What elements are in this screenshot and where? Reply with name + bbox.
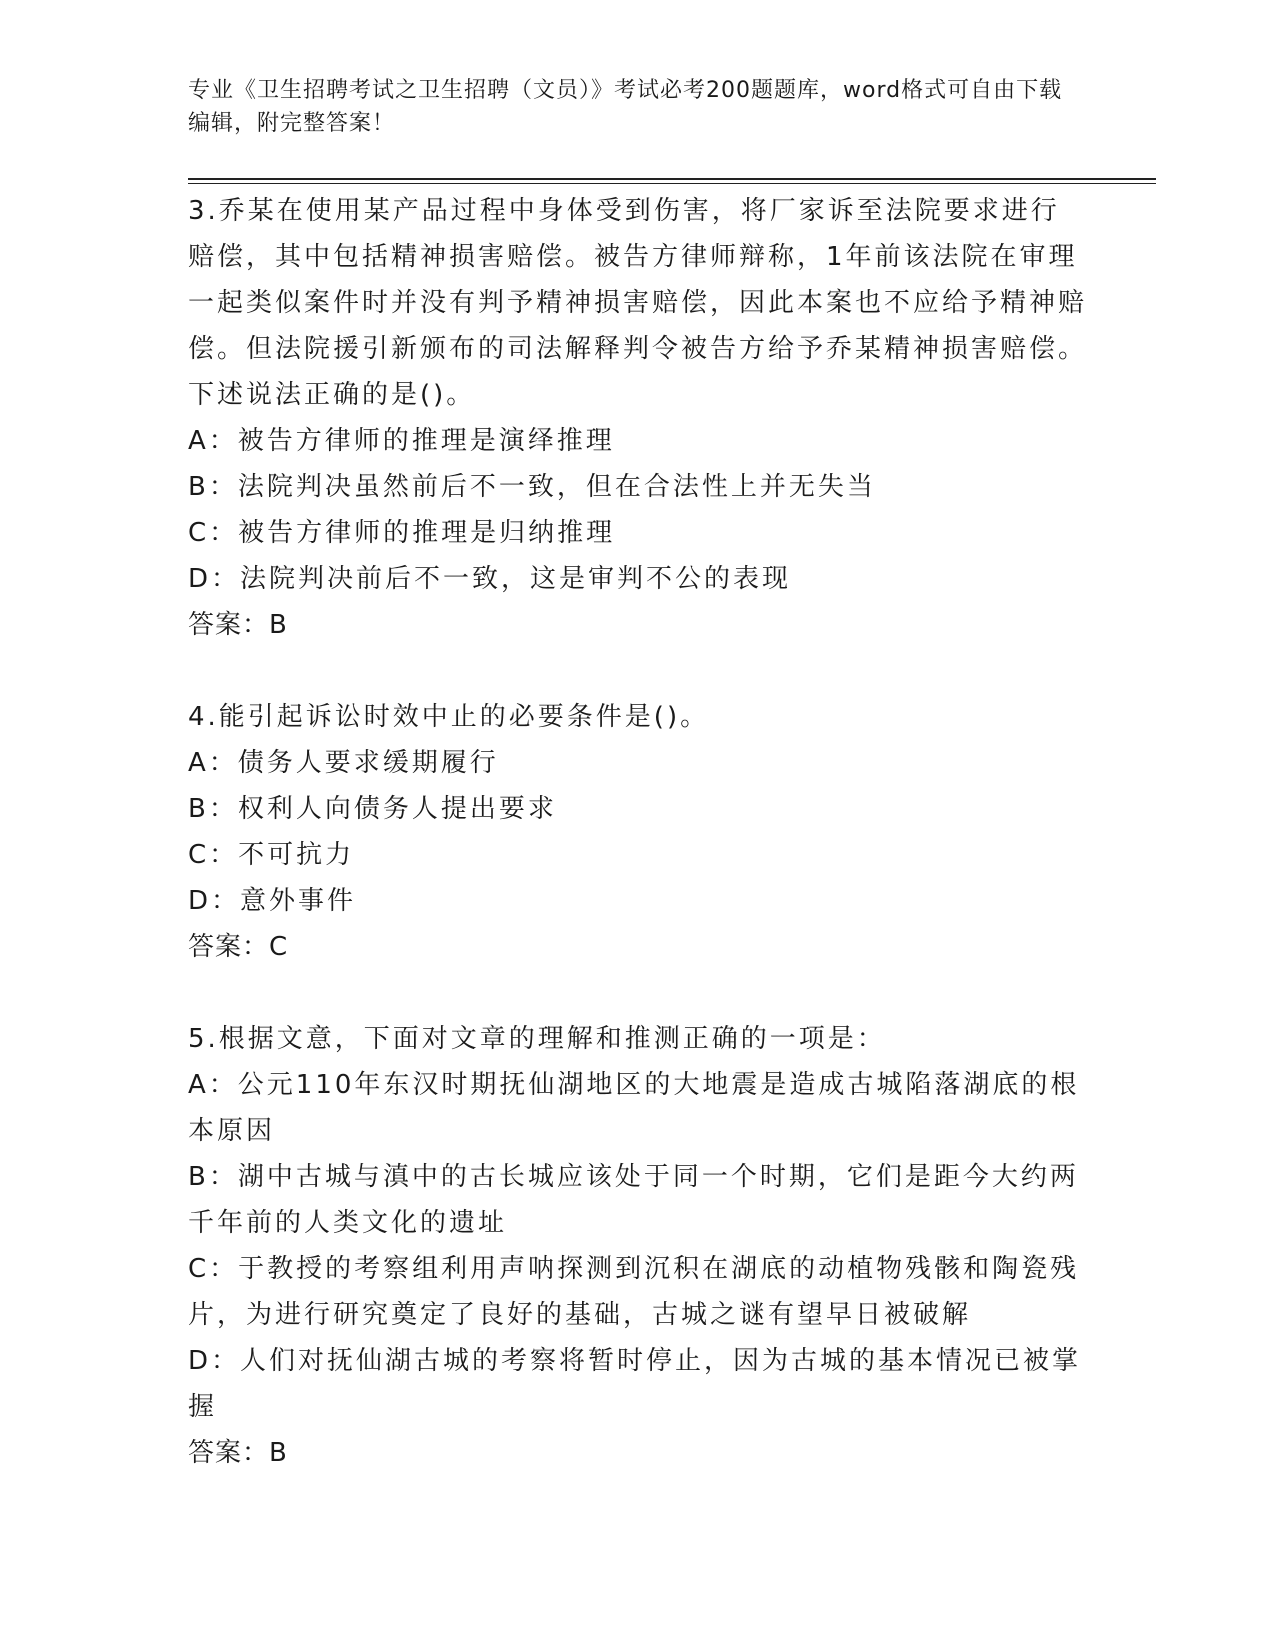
option-c: C：不可抗力 (188, 840, 355, 870)
document-header: 专业《卫生招聘考试之卫生招聘（文员）》考试必考200题题库，word格式可自由下载编辑，附完整答案！ (188, 78, 1063, 136)
question-stem: 3.乔某在使用某产品过程中身体受到伤害，将厂家诉至法院要求进行赔偿，其中包括精神损害赔偿。被告方律师辩称，1年前该法院在审理一起类似案件时并没有判予精神损害赔偿，因此本案也不应给予精神赔偿。但法院援引新颁布的司法解释判令被告方给予乔某精神损害赔偿。下述说法正确的是()。 (188, 196, 1088, 410)
option-b: B：法院判决虽然前后不一致，但在合法性上并无失当 (188, 472, 876, 502)
question-block (188, 1016, 1088, 1476)
option-c: C：被告方律师的推理是归纳推理 (188, 518, 616, 548)
answer-line: 答案：C (188, 932, 289, 962)
option-a: A：债务人要求缓期履行 (188, 748, 499, 778)
question-block (188, 188, 1088, 648)
question-list (188, 188, 1088, 1476)
option-b: B：湖中古城与滇中的古长城应该处于同一个时期，它们是距今大约两千年前的人类文化的遗址 (188, 1162, 1079, 1238)
question-spacer (188, 970, 1088, 1016)
question-stem: 4.能引起诉讼时效中止的必要条件是()。 (188, 702, 710, 732)
option-d: D：法院判决前后不一致，这是审判不公的表现 (188, 564, 792, 594)
question-block (188, 694, 1088, 970)
header-rule-thick (188, 178, 1156, 180)
option-b: B：权利人向债务人提出要求 (188, 794, 557, 824)
option-c: C：于教授的考察组利用声呐探测到沉积在湖底的动植物残骸和陶瓷残片，为进行研究奠定了良好的基础，古城之谜有望早日被破解 (188, 1254, 1080, 1330)
question-spacer (188, 648, 1088, 694)
option-a: A：公元110年东汉时期抚仙湖地区的大地震是造成古城陷落湖底的根本原因 (188, 1070, 1080, 1146)
option-a: A：被告方律师的推理是演绎推理 (188, 426, 615, 456)
option-d: D：意外事件 (188, 886, 357, 916)
answer-line: 答案：B (188, 610, 288, 640)
question-stem: 5.根据文意，下面对文章的理解和推测正确的一项是： (188, 1024, 886, 1054)
header-rule-thin (188, 183, 1156, 184)
option-d: D：人们对抚仙湖古城的考察将暂时停止，因为古城的基本情况已被掌握 (188, 1346, 1082, 1422)
answer-line: 答案：B (188, 1438, 288, 1468)
